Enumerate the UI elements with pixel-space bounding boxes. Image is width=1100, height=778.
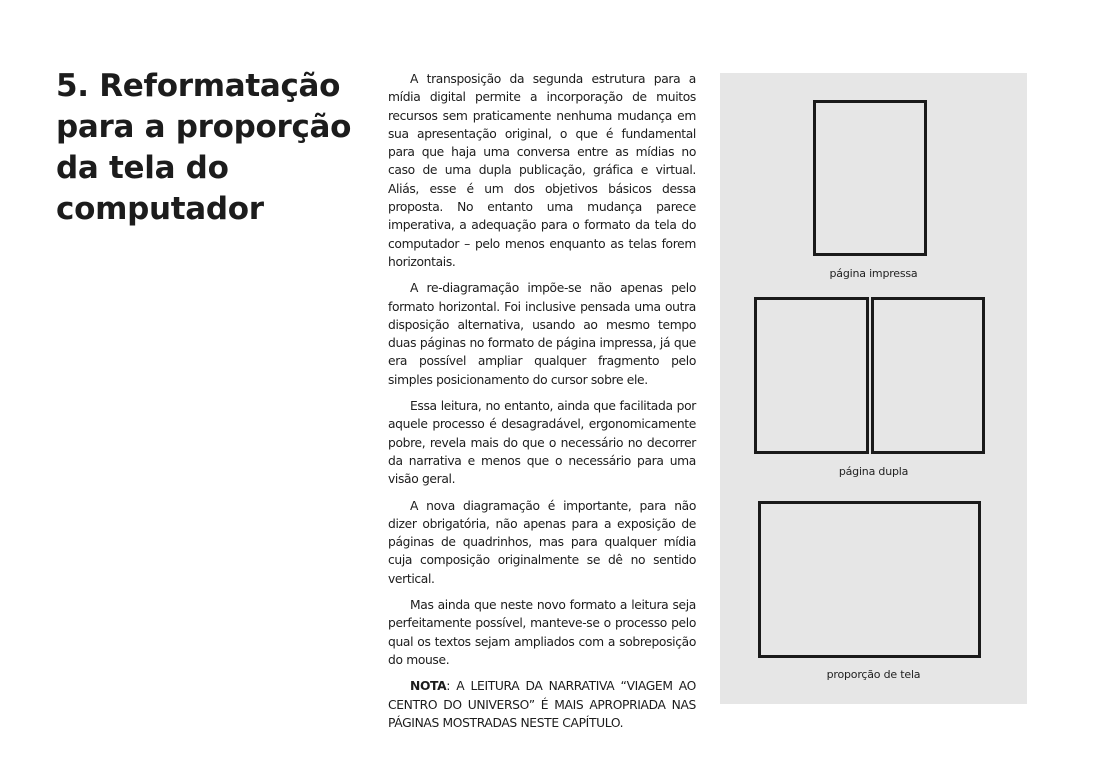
chapter-title — [56, 66, 356, 230]
screen-proportion-caption: proporção de tela — [826, 668, 921, 681]
note-text: : A LEITURA DA NARRATIVA “VIAGEM AO CENTRO DO UNIVERSO” É MAIS APROPRIADA NAS PÁGINAS MOSTRADAS NESTE CAPÍTULO. — [388, 679, 696, 730]
title-line-4: computador — [56, 191, 264, 227]
printed-page-frame — [813, 100, 927, 256]
printed-page-caption: página impressa — [829, 267, 918, 280]
title-line-1: 5. Reformatação — [56, 68, 341, 104]
paragraph-2: A re-diagramação impõe-se não apenas pelo formato horizontal. Foi inclusive pensada uma outra disposição alternativa, usando ao mesmo tempo duas páginas no formato de página impressa, já que era possível ampliar qualquer fragmento pelo simples posicionamento do cursor sobre ele. — [388, 281, 696, 387]
paragraph-3: Essa leitura, no entanto, ainda que facilitada por aquele processo é desagradável, ergonomicamente pobre, revela mais do que o necessário no decorrer da narrativa e menos que o necessário para uma visão geral. — [388, 399, 696, 487]
note-label: NOTA — [410, 679, 447, 694]
title-line-2: para a proporção — [56, 109, 352, 145]
double-page-caption: página dupla — [838, 465, 909, 478]
format-diagram-panel — [720, 73, 1027, 704]
double-page-left-frame — [754, 297, 869, 454]
title-line-3: da tela do — [56, 150, 229, 186]
paragraph-5: Mas ainda que neste novo formato a leitura seja perfeitamente possível, manteve-se o processo pelo qual os textos sejam ampliados com a sobreposição do mouse. — [388, 598, 696, 667]
screen-proportion-frame — [758, 501, 981, 658]
note-paragraph — [388, 677, 696, 732]
body-text-column — [388, 70, 696, 740]
double-page-right-frame — [871, 297, 985, 454]
paragraph-1: A transposição da segunda estrutura para a mídia digital permite a incorporação de muitos recursos sem praticamente nenhuma mudança em sua apresentação original, o que é fundamental para que haja uma conversa entre as mídias no caso de uma dupla publicação, gráfica e virtual. Aliás, esse é um dos objetivos básicos dessa proposta. No entanto uma mudança parece imperativa, a adequação para o formato da tela do computador – pelo menos enquanto as telas forem horizontais. — [388, 72, 696, 269]
paragraph-4: A nova diagramação é importante, para não dizer obrigatória, não apenas para a exposição de páginas de quadrinhos, mas para qualquer mídia cuja composição originalmente se dê no sentido vertical. — [388, 498, 696, 586]
